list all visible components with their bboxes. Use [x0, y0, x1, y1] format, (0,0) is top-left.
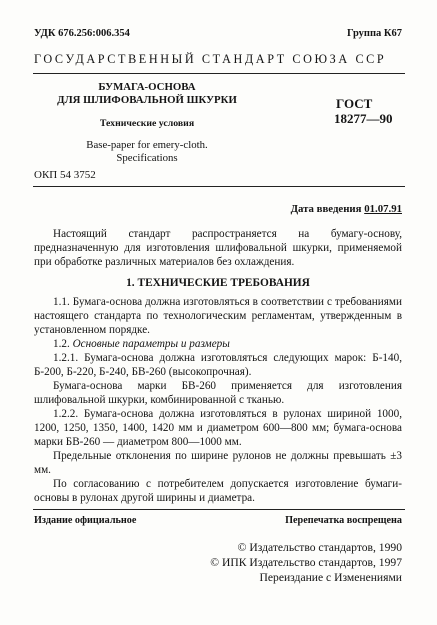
copyright-1997: © ИПК Издательство стандартов, 1997	[210, 556, 402, 569]
section-title: 1. ТЕХНИЧЕСКИЕ ТРЕБОВАНИЯ	[126, 277, 310, 289]
intro-paragraph: Настоящий стандарт распространяется на бумагу-основу, предназначенную для изготовления шлифовальной шкурки, применяемой при обработке различных материалов без охлаждения.	[34, 228, 402, 269]
reissue-note: Переиздание с Изменениями	[259, 571, 402, 584]
paragraph-1-1: 1.1. Бумага-основа должна изготовляться в соответствии с требованиями настоящего стандарта по технологическим регламентам, утвержденным в установленном порядке.	[34, 296, 402, 337]
title-line-2: ДЛЯ ШЛИФОВАЛЬНОЙ ШКУРКИ	[57, 94, 237, 106]
paragraph-agreement: По согласованию с потребителем допускается изготовление бумаги-основы в рулонах другой ширины и диаметра.	[34, 478, 402, 505]
reprint-prohibited: Перепечатка воспрещена	[285, 515, 402, 526]
state-standard-banner: ГОСУДАРСТВЕННЫЙ СТАНДАРТ СОЮЗА ССР	[34, 52, 387, 66]
intro-date-label: Дата введения	[290, 203, 362, 215]
intro-date-value: 01.07.91	[364, 203, 402, 215]
paragraph-1-2-2: 1.2.2. Бумага-основа должна изготовляться в рулонах шириной 1000, 1200, 1250, 1350, 1400, 1420 мм и диаметром 600—800 мм; бумага-основа марки БВ-260 — диаметром 800—1000 мм.	[34, 408, 402, 449]
paragraph-1-2	[34, 337, 402, 351]
intro-date	[291, 203, 402, 215]
gost-number: 18277—90	[334, 111, 393, 126]
paragraph-1-2-title: Основные параметры и размеры	[72, 338, 230, 350]
group-code: Группа К67	[346, 28, 402, 39]
english-title-line-2: Specifications	[116, 152, 178, 164]
english-title-line-1: Base-paper for emery-cloth.	[86, 139, 208, 151]
copyright-1990: © Издательство стандартов, 1990	[237, 541, 402, 554]
paragraph-1-2-number: 1.2.	[53, 338, 70, 350]
udk-code: УДК 676.256:006.354	[34, 28, 130, 39]
title-rule	[33, 186, 405, 187]
paragraph-bv260: Бумага-основа марки БВ-260 применяется для изготовления шлифовальной шкурки, комбинированной с тканью.	[34, 380, 402, 407]
official-edition: Издание официальное	[34, 515, 137, 526]
title-line-1: БУМАГА-ОСНОВА	[98, 81, 196, 93]
okp-code: ОКП 54 3752	[34, 169, 96, 181]
paragraph-tolerance: Предельные отклонения по ширине рулонов не должны превышать ±3 мм.	[34, 450, 402, 477]
header-rule	[33, 73, 405, 74]
footer-rule	[33, 509, 405, 510]
paragraph-1-2-1: 1.2.1. Бумага-основа должна изготовляться следующих марок: Б-140, Б-200, Б-220, Б-240, БВ-260 (высокопрочная).	[34, 352, 402, 379]
title-subtitle: Технические условия	[99, 118, 195, 129]
gost-label: ГОСТ	[336, 96, 373, 111]
